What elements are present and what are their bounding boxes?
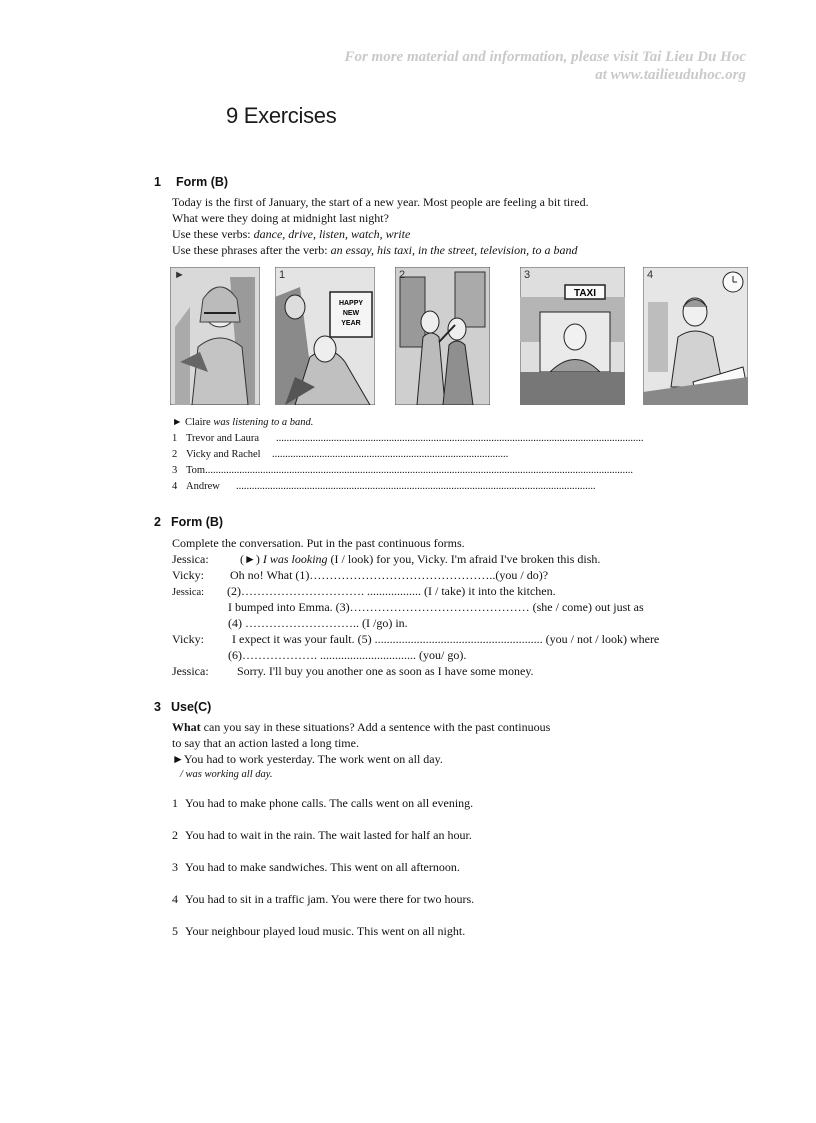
dialogue-text: (I / look) for you, Vicky. I'm afraid I've broken this dish. (327, 552, 601, 566)
ex1-intro-2: What were they doing at midnight last night? (172, 211, 389, 225)
intro-text: can you say in these situations? Add a sentence with the past continuous (200, 720, 551, 734)
ex1-item (172, 479, 596, 495)
speaker: Vicky: (172, 568, 204, 582)
item-text: You had to make phone calls. The calls went on all evening. (185, 796, 474, 810)
illustration-label: ► (174, 269, 185, 281)
dialogue-line[interactable]: I bumped into Emma. (3)……………………………………… (she / come) out just as (228, 600, 644, 614)
exercise-number: 3 (154, 700, 161, 714)
example-answer: was listening to a band. (213, 417, 314, 428)
ex1-item (172, 447, 508, 463)
ex3-item (172, 923, 465, 939)
item-number: 3 (172, 465, 178, 476)
ex2-intro: Complete the conversation. Put in the past continuous forms. (172, 536, 465, 550)
speaker: Jessica: (172, 587, 205, 598)
item-subject: Tom (186, 465, 206, 476)
ex1-item (172, 431, 644, 447)
verbs-list: dance, drive, listen, watch, write (253, 227, 411, 241)
example-marker: ► (172, 417, 183, 428)
item-subject: Vicky and Rachel (186, 449, 261, 460)
exercise-number: 2 (154, 515, 161, 529)
dialogue-line (172, 631, 659, 647)
item-number: 1 (172, 796, 178, 810)
dialogue-line (172, 663, 534, 679)
illustration-strip (170, 267, 748, 405)
item-text: You had to wait in the rain. The wait lasted for half an hour. (185, 828, 472, 842)
item-text: Your neighbour played loud music. This went on all night. (185, 924, 466, 938)
watermark-line-1: For more material and information, please visit Tai Lieu Du Hoc (344, 49, 746, 65)
dialogue-line[interactable]: (6)………………. ................................ (you/ go). (228, 648, 467, 662)
exercise-title: Use(C) (171, 700, 212, 714)
item-text: You had to make sandwiches. This went on all afternoon. (185, 860, 460, 874)
sign-new: NEW (342, 310, 360, 317)
dialogue-line[interactable]: (4) ……………………….. (I /go) in. (228, 616, 408, 630)
ex1-phrases (172, 242, 577, 258)
illustration-label: 2 (399, 269, 406, 281)
example-text: You had to work yesterday. The work went on all day. (183, 752, 443, 766)
illustration-trevor-laura (275, 267, 375, 405)
illustration-vicky-rachel (395, 267, 490, 405)
item-number: 2 (172, 828, 178, 842)
ex3-intro-2: to say that an action lasted a long time. (172, 736, 359, 750)
site-watermark (344, 48, 746, 84)
phrases-label: Use these phrases after the verb: (172, 243, 331, 257)
item-number: 5 (172, 924, 178, 938)
item-number: 4 (172, 481, 178, 492)
dialogue-text: Sorry. I'll buy you another one as soon as I have some money. (237, 664, 534, 678)
speaker: Jessica: (172, 552, 209, 566)
taxi-sign: TAXI (573, 288, 597, 299)
ex3-example (172, 751, 443, 767)
ex3-item (172, 891, 474, 907)
speaker: Vicky: (172, 632, 204, 646)
ex3-item (172, 827, 472, 843)
exercise-title: Form (B) (176, 175, 229, 189)
example-answer: I was looking (262, 552, 328, 566)
ex3-example-answer: / was working all day. (180, 769, 273, 780)
ex1-item (172, 463, 633, 479)
ex1-intro-1: Today is the first of January, the start of a new year. Most people are feeling a bit tired. (172, 195, 589, 209)
phrases-list: an essay, his taxi, in the street, television, to a band (330, 243, 578, 257)
example-subject: Claire (185, 417, 214, 428)
exercise-2-heading (154, 515, 223, 529)
example-marker: (►) (240, 552, 263, 566)
sign-happy: HAPPY (338, 300, 364, 307)
answer-blank[interactable]: ......................................................................................................................................... (236, 481, 596, 492)
intro-bold: What (172, 720, 201, 734)
ex3-item (172, 795, 473, 811)
dialogue-text[interactable]: I expect it was your fault. (5) ........................................................ (you / not / look) where (232, 632, 660, 646)
verbs-label: Use these verbs: (172, 227, 254, 241)
illustration-label: 1 (279, 269, 286, 281)
item-number: 2 (172, 449, 178, 460)
ex3-item (172, 859, 460, 875)
illustration-label: 4 (647, 269, 654, 281)
item-subject: Trevor and Laura (186, 433, 260, 444)
item-number: 4 (172, 892, 178, 906)
illustration-andrew (643, 267, 748, 405)
item-number: 1 (172, 433, 178, 444)
exercise-1-heading (154, 175, 228, 189)
dialogue-line (172, 567, 548, 583)
ex1-example (172, 415, 313, 431)
illustration-claire (170, 267, 260, 405)
item-text: You had to sit in a traffic jam. You were there for two hours. (185, 892, 475, 906)
item-number: 3 (172, 860, 178, 874)
exercise-title: Form (B) (171, 515, 224, 529)
dialogue-line (172, 551, 600, 567)
ex1-verbs (172, 226, 410, 242)
watermark-line-2: at www.tailieuduhoc.org (595, 67, 746, 83)
item-subject: Andrew (186, 481, 220, 492)
illustration-tom-taxi (520, 267, 625, 405)
exercise-number: 1 (154, 175, 161, 189)
illustration-label: 3 (524, 269, 531, 281)
exercise-3-heading (154, 700, 211, 714)
dialogue-text[interactable]: (2)…………………………. .................. (I / take) it into the kitchen. (227, 584, 556, 598)
answer-blank[interactable]: ............................................................................................................................................ (276, 433, 644, 444)
dialogue-text[interactable]: Oh no! What (1)………………………………………..(you / do)? (230, 568, 549, 582)
sign-year: YEAR (341, 320, 361, 327)
ex3-intro-1 (172, 719, 550, 735)
speaker: Jessica: (172, 664, 209, 678)
answer-blank[interactable]: ................................................................................................................................................................... (205, 465, 633, 476)
example-marker: ► (172, 752, 184, 766)
answer-blank[interactable]: .......................................................................................... (272, 449, 509, 460)
page-title: 9 Exercises (226, 103, 337, 128)
